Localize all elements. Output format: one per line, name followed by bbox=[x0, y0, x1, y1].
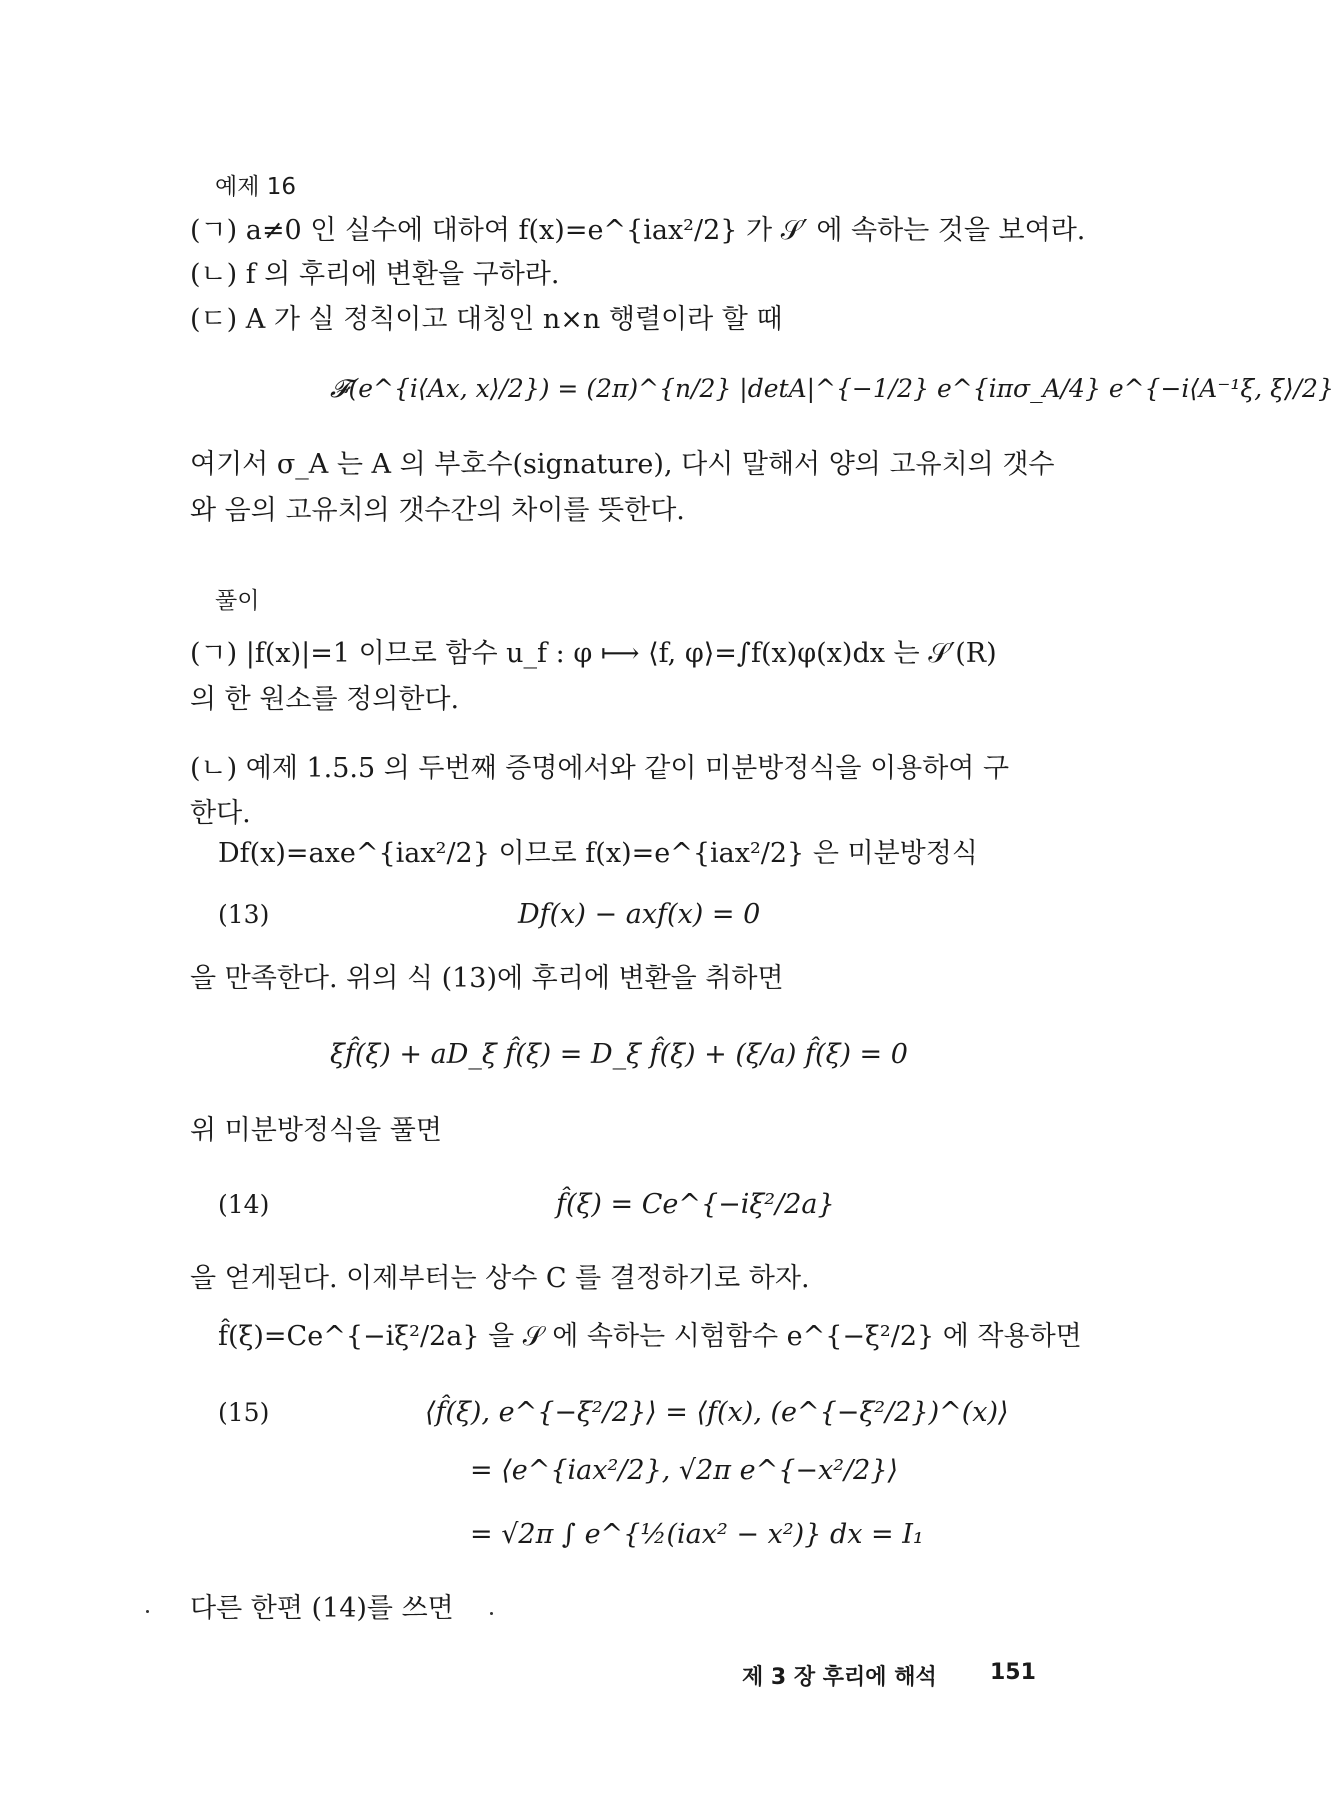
signature-desc-line1: 여기서 σ_A 는 A 의 부호수(signature), 다시 말해서 양의 고유치의 갯수 bbox=[190, 449, 1055, 480]
stray-dot-right bbox=[490, 1612, 493, 1615]
after-14-text: 을 얻게된다. 이제부터는 상수 C 를 결정하기로 하자. bbox=[190, 1263, 810, 1294]
example-title: 예제 16 bbox=[215, 174, 297, 200]
after-13-text: 을 만족한다. 위의 식 (13)에 후리에 변환을 취하면 bbox=[190, 963, 784, 994]
solution-b-line1: (ㄴ) 예제 1.5.5 의 두번째 증명에서와 같이 미분방정식을 이용하여 구 bbox=[190, 753, 1010, 784]
equation-13: Df(x) − axf(x) = 0 bbox=[518, 899, 761, 930]
equation-14-number: (14) bbox=[218, 1190, 270, 1219]
fourier-gaussian-formula: 𝓕(e^{i⟨Ax, x⟩/2}) = (2π)^{n/2} |detA|^{−1/2} e^{iπσ_A/4} e^{−i⟨A⁻¹ξ, ξ⟩/2} bbox=[330, 374, 1334, 403]
chapter-footer: 제 3 장 후리에 해석 bbox=[742, 1665, 937, 1690]
solution-a-line1: (ㄱ) |f(x)|=1 이므로 함수 u_f : φ ⟼ ⟨f, φ⟩=∫f(x)φ(x)dx 는 𝒮′(R) bbox=[190, 638, 997, 669]
solution-title: 풀이 bbox=[215, 588, 260, 614]
signature-desc-line2: 와 음의 고유치의 갯수간의 차이를 뜻한다. bbox=[190, 495, 685, 526]
solve-line: 위 미분방정식을 풀면 bbox=[190, 1115, 442, 1146]
solution-a-line2: 의 한 원소를 정의한다. bbox=[190, 684, 460, 715]
equation-15-line3: = √2π ∫ e^{½(iax² − x²)} dx = I₁ bbox=[470, 1519, 924, 1550]
fourier-transformed-equation: ξf̂(ξ) + aD_ξ f̂(ξ) = D_ξ f̂(ξ) + (ξ/a) f̂(ξ) = 0 bbox=[330, 1039, 908, 1070]
stray-dot bbox=[146, 1610, 149, 1613]
solution-b-line2: 한다. bbox=[190, 798, 251, 829]
example-item-c: (ㄷ) A 가 실 정칙이고 대칭인 n×n 행렬이라 할 때 bbox=[190, 304, 783, 335]
equation-15-number: (15) bbox=[218, 1398, 270, 1427]
last-line: 다른 한편 (14)를 쓰면 bbox=[190, 1593, 454, 1624]
page-number: 151 bbox=[990, 1660, 1036, 1685]
example-item-a: (ㄱ) a≠0 인 실수에 대하여 f(x)=e^{iax²/2} 가 𝒮′ 에 속하는 것을 보여라. bbox=[190, 215, 1086, 246]
equation-13-number: (13) bbox=[218, 900, 270, 929]
equation-15-line1: ⟨f̂(ξ), e^{−ξ²/2}⟩ = ⟨f(x), (e^{−ξ²/2})^(x)⟩ bbox=[425, 1397, 1009, 1428]
equation-14: f̂(ξ) = Ce^{−iξ²/2a} bbox=[556, 1189, 835, 1220]
solution-b-line3: Df(x)=axe^{iax²/2} 이므로 f(x)=e^{iax²/2} 은 미분방정식 bbox=[218, 838, 978, 869]
apply-test-function-line: f̂(ξ)=Ce^{−iξ²/2a} 을 𝒮 에 속하는 시험함수 e^{−ξ²/2} 에 작용하면 bbox=[218, 1321, 1082, 1352]
equation-15-line2: = ⟨e^{iax²/2}, √2π e^{−x²/2}⟩ bbox=[470, 1455, 899, 1486]
example-item-b: (ㄴ) f 의 후리에 변환을 구하라. bbox=[190, 259, 560, 290]
